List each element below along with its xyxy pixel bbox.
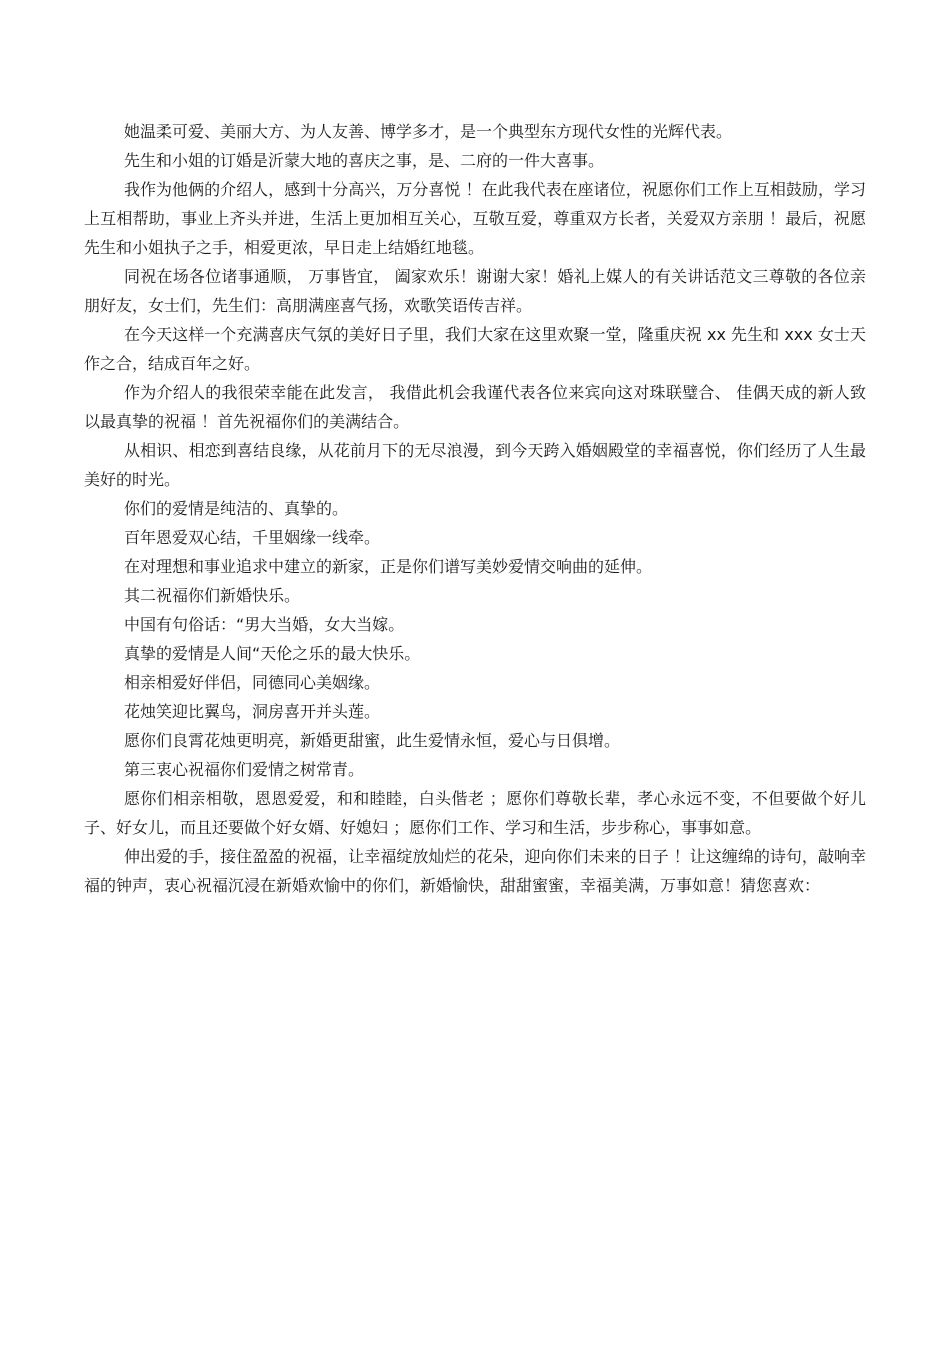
paragraph: 愿你们相亲相敬，恩恩爱爱，和和睦睦，白头偕老 ；愿你们尊敬长辈，孝心永远不变，不但要做个好儿子、好女儿，而且还要做个好女婿、好媳妇 ；愿你们工作、学习和生活，步步称心，事事如意。 <box>84 789 866 837</box>
paragraph: 相亲相爱好伴侣，同德同心美姻缘。 <box>124 673 381 692</box>
paragraph: 先生和小姐的订婚是沂蒙大地的喜庆之事，是、二府的一件大喜事。 <box>124 151 605 170</box>
paragraph: 同祝在场各位诸事通顺， 万事皆宜， 阖家欢乐！谢谢大家！婚礼上媒人的有关讲话范文三尊敬的各位亲朋好友，女士们，先生们：高朋满座喜气扬，欢歌笑语传吉祥。 <box>84 267 866 315</box>
paragraph: 伸出爱的手，接住盈盈的祝福，让幸福绽放灿烂的花朵，迎向你们未来的日子 ！让这缠绵的诗句，敲响幸福的钟声，衷心祝福沉浸在新婚欢愉中的你们，新婚愉快，甜甜蜜蜜，幸福美满，万事如意！猜您喜欢： <box>84 847 866 895</box>
paragraph: 她温柔可爱、美丽大方、为人友善、博学多才，是一个典型东方现代女性的光辉代表。 <box>124 122 733 141</box>
paragraph: 在对理想和事业追求中建立的新家，正是你们谱写美妙爱情交响曲的延伸。 <box>124 557 653 576</box>
paragraph: 我作为他俩的介绍人，感到十分高兴，万分喜悦 ！在此我代表在座诸位，祝愿你们工作上互相鼓励，学习上互相帮助，事业上齐头并进，生活上更加相互关心，互敬互爱，尊重双方长者，关爱双方亲朋 ！最后，祝愿先生和小姐执子之手，相爱更浓，早日走上结婚红地毯。 <box>84 180 866 257</box>
paragraph: 第三衷心祝福你们爱情之树常青。 <box>124 760 365 779</box>
paragraph: 愿你们良霄花烛更明亮，新婚更甜蜜，此生爱情永恒，爱心与日俱增。 <box>124 731 621 750</box>
paragraph: 真挚的爱情是人间“天伦之乐的最大快乐。 <box>124 644 421 663</box>
paragraph: 花烛笑迎比翼鸟，洞房喜开并头莲。 <box>124 702 381 721</box>
paragraph: 作为介绍人的我很荣幸能在此发言， 我借此机会我谨代表各位来宾向这对珠联璧合、 佳偶天成的新人致以最真挚的祝福 ！首先祝福你们的美满结合。 <box>84 383 866 431</box>
paragraph: 其二祝福你们新婚快乐。 <box>124 586 301 605</box>
paragraph: 中国有句俗话：“男大当婚，女大当嫁。 <box>124 615 405 634</box>
paragraph: 你们的爱情是纯洁的、真挚的。 <box>124 499 349 518</box>
document-body <box>84 117 866 900</box>
paragraph: 在今天这样一个充满喜庆气氛的美好日子里，我们大家在这里欢聚一堂，隆重庆祝 xx 先生和 xxx 女士天作之合，结成百年之好。 <box>84 325 866 373</box>
paragraph: 百年恩爱双心结，千里姻缘一线牵。 <box>124 528 381 547</box>
paragraph: 从相识、相恋到喜结良缘，从花前月下的无尽浪漫，到今天跨入婚姻殿堂的幸福喜悦，你们经历了人生最美好的时光。 <box>84 441 866 489</box>
